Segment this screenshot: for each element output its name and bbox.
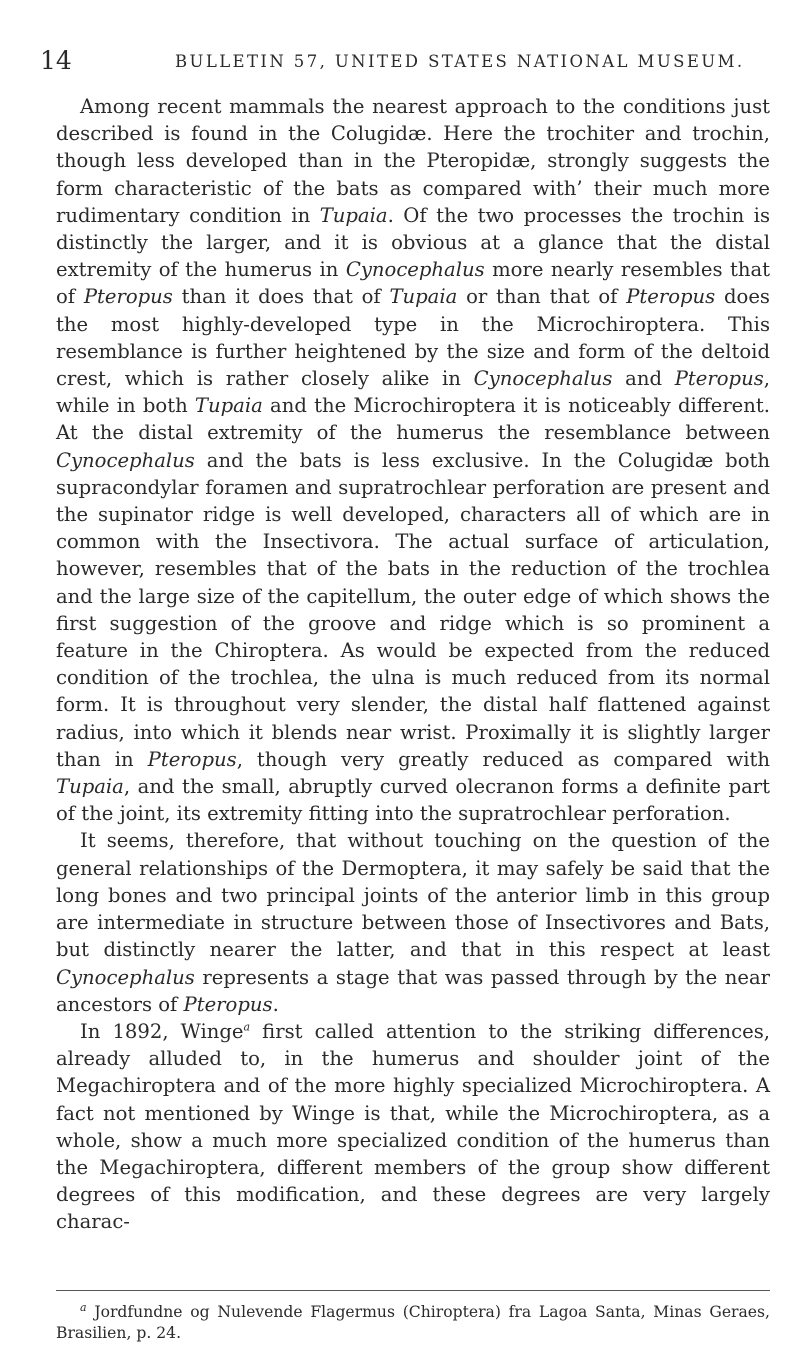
text-span: and the bats is less exclusive. In the Colugidæ both supracondylar foramen and supratrochlear perforation are present and the supinator ridge is well developed, characters all of which are in common with the Insectivora. The actual surface of articulation, however, resembles that of the bats in the reduction of the trochlea and the large size of the capitellum, the outer edge of which shows the first suggestion of the groove and ridge which is so prominent a feature in the Chiroptera. As would be expected from the reduced condition of the trochlea, the ulna is much reduced from its normal form. It is throughout very slender, the distal half flattened against radius, into which it blends near wrist. Proximally it is slightly larger than in — [56, 448, 770, 771]
footnote-text: Jordfundne og Nulevende Flagermus (Chiroptera) fra Lagoa Santa, Minas Geraes, Brasilien, p. 24. — [56, 1303, 770, 1342]
text-span: In 1892, Winge — [80, 1019, 244, 1043]
page-header — [40, 46, 760, 76]
text-span: , though very greatly reduced as compared with — [236, 747, 770, 771]
taxon-name: Tupaia — [56, 775, 124, 799]
text-span: and the Microchiroptera it is noticeably different. At the distal extremity of the humerus the resemblance between — [56, 394, 770, 445]
taxon-name: Tupaia — [389, 285, 458, 309]
taxon-name: Tupaia — [319, 203, 388, 227]
footnote-rule — [56, 1290, 770, 1291]
body-text — [56, 93, 770, 1236]
page-number: 14 — [40, 46, 72, 75]
text-span: or than that of — [457, 285, 627, 309]
taxon-name: Pteropus — [183, 992, 273, 1016]
taxon-name: Tupaia — [194, 394, 263, 418]
text-span: than it does that of — [172, 285, 390, 309]
text-span: represents a stage that was passed through by the near ancestors of — [56, 965, 770, 1016]
taxon-name: Cynocephalus — [56, 965, 195, 989]
text-span: does the most highly-developed type in the Microchiroptera. This resemblance is further heightened by the size and form of the deltoid crest, which is rather closely alike in — [56, 285, 770, 391]
footnote — [56, 1302, 770, 1344]
text-span: . Of the two processes the trochin is distinctly the larger, and it is obvious at a glance that the distal extremity of the humerus in — [56, 203, 771, 282]
footnote-reference: a — [243, 1020, 251, 1034]
text-span: more nearly resembles that of — [56, 258, 770, 309]
paragraph-2 — [56, 827, 770, 1017]
taxon-name: Pteropus — [147, 747, 237, 771]
taxon-name: Cynocephalus — [56, 448, 195, 472]
text-span: , while in both — [56, 367, 770, 418]
taxon-name: Pteropus — [674, 367, 764, 391]
text-span: . — [272, 992, 279, 1016]
text-span: Among recent mammals the nearest approach to the conditions just described is found in the Colugidæ. Here the trochiter and trochin, though less developed than in the Pteropidæ, strongly suggests the form characteristic of the bats as compared with’ their much more rudimentary condition in — [56, 95, 770, 227]
taxon-name: Pteropus — [626, 285, 716, 309]
paragraph-1 — [56, 93, 770, 827]
text-span: , and the small, abruptly curved olecranon forms a definite part of the joint, its extremity fitting into the supratrochlear perforation. — [56, 775, 770, 826]
taxon-name: Cynocephalus — [473, 367, 613, 391]
taxon-name: Cynocephalus — [345, 258, 485, 282]
running-head: BULLETIN 57, UNITED STATES NATIONAL MUSEUM. — [175, 52, 745, 71]
taxon-name: Pteropus — [83, 285, 173, 309]
text-span: It seems, therefore, that without touching on the question of the general relationships of the Dermoptera, it may safely be said that the long bones and two principal joints of the anterior limb in this group are intermediate in structure between those of Insectivores and Bats, but distinctly nearer the latter, and that in this respect at least — [56, 829, 770, 962]
footnote-marker: a — [80, 1300, 87, 1314]
text-span: and — [612, 367, 675, 391]
paragraph-3 — [56, 1018, 770, 1236]
text-span: first called attention to the striking differences, already alluded to, in the humerus and shoulder joint of the Megachiroptera and of the more highly specialized Microchiroptera. A fact not mentioned by Winge is that, while the Microchiroptera, as a whole, show a much more specialized condition of the humerus than the Megachiroptera, different members of the group show different degrees of this modification, and these degrees are very largely charac- — [56, 1019, 770, 1234]
